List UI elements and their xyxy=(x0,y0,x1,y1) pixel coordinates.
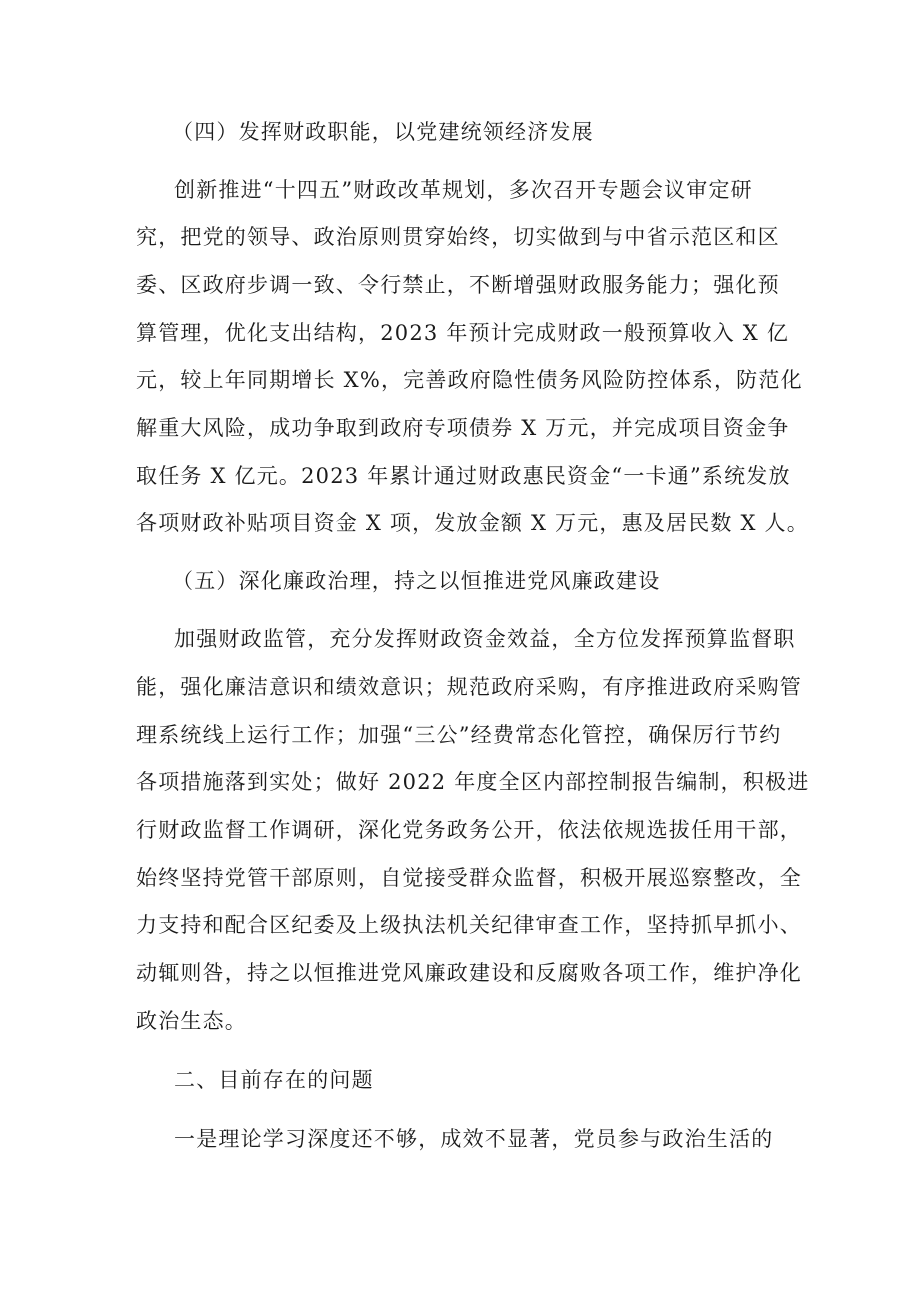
paragraph-line: 动辄则咎，持之以恒推进党风廉政建设和反腐败各项工作，维护净化 xyxy=(136,961,802,985)
paragraph-line: 行财政监督工作调研，深化党务政务公开，依法依规选拔任用干部， xyxy=(136,818,802,842)
paragraph-line: 各项措施落到实处；做好 2022 年度全区内部控制报告编制，积极进 xyxy=(136,770,810,794)
paragraph-line: 究，把党的领导、政治原则贯穿始终，切实做到与中省示范区和区 xyxy=(136,225,780,249)
paragraph-line: 各项财政补贴项目资金 X 项，发放金额 X 万元，惠及居民数 X 人。 xyxy=(136,511,809,535)
paragraph-line: 一是理论学习深度还不够，成效不显著，党员参与政治生活的 xyxy=(174,1127,774,1151)
section-heading-5: （五）深化廉政治理，持之以恒推进党风廉政建设 xyxy=(172,569,661,593)
paragraph-line: 解重大风险，成功争取到政府专项债券 X 万元，并完成项目资金争 xyxy=(136,416,790,440)
paragraph-line: 政治生态。 xyxy=(136,1009,247,1033)
section-heading-4: （四）发挥财政职能，以党建统领经济发展 xyxy=(172,120,594,144)
paragraph-line: 加强财政监管，充分发挥财政资金效益，全方位发挥预算监督职 xyxy=(174,627,796,651)
paragraph-line: 始终坚持党管干部原则，自觉接受群众监督，积极开展巡察整改，全 xyxy=(136,866,802,890)
paragraph-line: 创新推进“十四五”财政改革规划，多次召开专题会议审定研 xyxy=(174,178,753,202)
paragraph-line: 理系统线上运行工作；加强“三公”经费常态化管控，确保厉行节约 xyxy=(136,723,782,747)
paragraph-line: 元，较上年同期增长 X%，完善政府隐性债务风险防控体系，防范化 xyxy=(136,368,803,392)
paragraph-line: 算管理，优化支出结构，2023 年预计完成财政一般预算收入 X 亿 xyxy=(136,321,790,345)
paragraph-line: 能，强化廉洁意识和绩效意识；规范政府采购，有序推进政府采购管 xyxy=(136,675,802,699)
paragraph-line: 委、区政府步调一致、令行禁止，不断增强财政服务能力；强化预 xyxy=(136,273,780,297)
paragraph-line: 力支持和配合区纪委及上级执法机关纪律审查工作，坚持抓早抓小、 xyxy=(136,913,802,937)
paragraph-line: 取任务 X 亿元。2023 年累计通过财政惠民资金“一卡通”系统发放 xyxy=(136,464,791,488)
section-title-2: 二、目前存在的问题 xyxy=(174,1068,374,1092)
